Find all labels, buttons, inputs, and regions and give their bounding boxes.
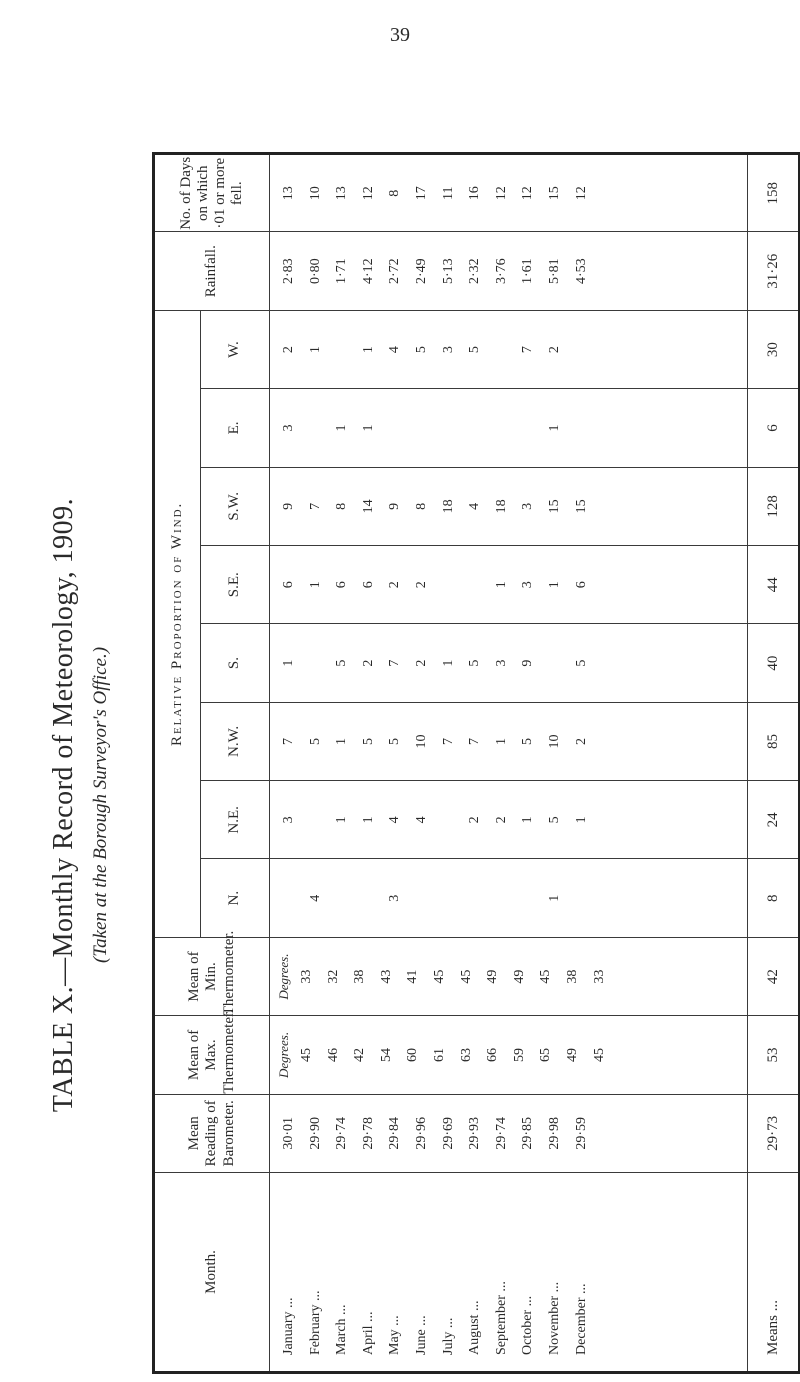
table-cell: 2: [413, 581, 429, 589]
table-cell: 2: [387, 581, 403, 589]
table-cell: 1: [360, 346, 376, 354]
table-cell: 3: [281, 816, 296, 824]
table-cell: 4: [467, 502, 483, 510]
table-cell: 0·80: [307, 258, 323, 285]
table-cell: 5: [387, 737, 403, 745]
table-cell: [409, 426, 436, 430]
means-label: Means ...: [748, 1173, 800, 1373]
means-wind-e: 6: [748, 389, 800, 467]
table-cell: 16: [467, 186, 483, 201]
table-cell: July ...: [440, 1317, 456, 1355]
wind-e-column: [270, 389, 748, 467]
wind-nw-column: [270, 702, 748, 780]
header-max-temp: Mean of Max. Thermometer.: [154, 1016, 270, 1094]
table-cell: 29·59: [573, 1116, 589, 1150]
table-cell: [515, 896, 542, 900]
table-cell: 14: [360, 499, 376, 514]
table-cell: 7: [281, 737, 296, 745]
table-cell: 5: [467, 659, 483, 667]
days-list: [276, 155, 595, 232]
table-cell: 54: [378, 1047, 394, 1062]
table-cell: [569, 348, 596, 352]
table-cell: 2·32: [467, 258, 483, 285]
table-cell: 15: [546, 186, 562, 201]
table-cell: 10: [413, 734, 429, 749]
table-cell: [489, 896, 516, 900]
wind-s-column: [270, 624, 748, 702]
wind-e-list: [276, 389, 595, 466]
table-cell: 13: [281, 186, 296, 201]
table-cell: [515, 426, 542, 430]
header-barometer: Mean Reading of Barometer.: [154, 1094, 270, 1172]
table-cell: 3: [440, 346, 456, 354]
table-cell: 63: [458, 1047, 474, 1062]
means-wind-nw: 85: [748, 702, 800, 780]
table-cell: 1: [334, 737, 350, 745]
means-wind-s: 40: [748, 624, 800, 702]
table-cell: 5: [573, 659, 589, 667]
table-cell: 29·96: [413, 1116, 429, 1150]
table-cell: 29·85: [520, 1116, 536, 1150]
wind-nw-list: [276, 703, 595, 780]
means-wind-se: 44: [748, 546, 800, 624]
table-cell: [462, 896, 489, 900]
max-temp-unit: Degrees.: [276, 1031, 291, 1078]
barometer-list: [276, 1095, 595, 1172]
table-cell: 3: [493, 659, 509, 667]
table-cell: [276, 896, 303, 900]
means-wind-w: 30: [748, 310, 800, 388]
table-cell: 1: [493, 737, 509, 745]
table-cell: 2: [360, 659, 376, 667]
table-cell: 3: [520, 581, 536, 589]
table-cell: [462, 583, 489, 587]
table-cell: 5: [413, 346, 429, 354]
wind-se-column: [270, 546, 748, 624]
table-cell: 11: [440, 186, 456, 200]
table-cell: 9: [281, 502, 296, 510]
table-cell: 1: [546, 424, 562, 432]
table-cell: [382, 426, 409, 430]
table-cell: 7: [520, 346, 536, 354]
table-cell: 1: [360, 816, 376, 824]
table-cell: 3: [387, 894, 403, 902]
min-temp-column: [270, 937, 748, 1015]
table-cell: 1: [334, 424, 350, 432]
table-cell: 45: [431, 969, 447, 984]
table-cell: 7: [440, 737, 456, 745]
table-cell: 12: [520, 186, 536, 201]
table-cell: 4·12: [360, 258, 376, 285]
table-cell: 4·53: [573, 258, 589, 285]
table-cell: 10: [546, 734, 562, 749]
table-cell: 5: [360, 737, 376, 745]
table-cell: 45: [299, 1047, 314, 1062]
max-temp-column: [270, 1016, 748, 1094]
table-cell: 38: [564, 969, 580, 984]
table-cell: September ...: [493, 1281, 509, 1355]
header-min-temp: Mean of Min. Thermometer.: [154, 937, 270, 1015]
table-cell: 8: [334, 502, 350, 510]
table-cell: 5: [467, 346, 483, 354]
table-cell: 9: [520, 659, 536, 667]
table-cell: 2: [413, 659, 429, 667]
rainfall-list: [276, 233, 595, 310]
means-row: [748, 154, 800, 1373]
table-cell: [303, 661, 330, 665]
table-cell: 4: [413, 816, 429, 824]
table-cell: 29·98: [546, 1116, 562, 1150]
table-cell: 2·49: [413, 258, 429, 285]
table-cell: 7: [387, 659, 403, 667]
wind-se-list: [276, 546, 595, 623]
max-temp-list: [294, 1016, 613, 1093]
table-cell: 1·61: [520, 258, 536, 285]
table-cell: 12: [573, 186, 589, 201]
table-cell: 1: [493, 581, 509, 589]
header-days: No. of Days on which ·01 or more fell.: [154, 154, 270, 233]
table-cell: May ...: [387, 1315, 403, 1355]
table-cell: March ...: [334, 1304, 350, 1355]
header-month: Month.: [154, 1173, 270, 1373]
table-cell: December ...: [573, 1283, 589, 1355]
wind-sw-list: [276, 468, 595, 545]
table-cell: 45: [538, 969, 554, 984]
wind-sw-column: [270, 467, 748, 545]
table-cell: [462, 426, 489, 430]
table-cell: 3: [520, 502, 536, 510]
header-wind-group: Relative Proportion of Wind.: [154, 310, 201, 937]
table-cell: 6: [281, 581, 296, 589]
rainfall-column: [270, 232, 748, 310]
wind-w-column: [270, 310, 748, 388]
means-wind-n: 8: [748, 859, 800, 937]
table-cell: 30·01: [281, 1116, 296, 1150]
means-wind-ne: 24: [748, 781, 800, 859]
table-cell: 15: [546, 499, 562, 514]
table-cell: 2·72: [387, 258, 403, 285]
header-rainfall: Rainfall.: [154, 232, 270, 310]
table-cell: 32: [325, 969, 341, 984]
table-cell: 38: [352, 969, 368, 984]
table-cell: 2·83: [281, 258, 296, 285]
wind-ne-list: [276, 781, 595, 858]
table-cell: 49: [564, 1047, 580, 1062]
means-min-temp: 42: [748, 937, 800, 1015]
month-list: [276, 1173, 595, 1371]
table-cell: 5·81: [546, 258, 562, 285]
table-cell: 49: [485, 969, 501, 984]
table-cell: 3: [281, 424, 296, 432]
barometer-column: [270, 1094, 748, 1172]
table-cell: 18: [440, 499, 456, 514]
table-cell: 1: [360, 424, 376, 432]
min-temp-list: [294, 938, 613, 1015]
table-cell: 1: [281, 659, 296, 667]
table-cell: 8: [413, 502, 429, 510]
title-block: [20, 240, 140, 1370]
table-cell: 29·69: [440, 1116, 456, 1150]
table-cell: 29·93: [467, 1116, 483, 1150]
table-cell: [329, 896, 356, 900]
table-cell: 1: [573, 816, 589, 824]
table-cell: 1: [546, 894, 562, 902]
header-wind-s: S.: [201, 624, 270, 702]
table-cell: 18: [493, 499, 509, 514]
days-column: [270, 154, 748, 233]
means-max-temp: 53: [748, 1016, 800, 1094]
table-cell: [569, 896, 596, 900]
table-cell: 3·76: [493, 258, 509, 285]
header-wind-se: S.E.: [201, 546, 270, 624]
table-cell: [489, 348, 516, 352]
table-cell: [303, 818, 330, 822]
table-cell: [436, 583, 463, 587]
table-cell: 29·90: [307, 1116, 323, 1150]
wind-w-list: [276, 311, 595, 388]
table-cell: 1: [440, 659, 456, 667]
table-cell: November ...: [546, 1281, 562, 1355]
table-cell: 15: [573, 499, 589, 514]
table-cell: [303, 426, 330, 430]
meteorology-table: [152, 152, 800, 1374]
table-cell: 1: [546, 581, 562, 589]
table-cell: April ...: [360, 1311, 376, 1355]
table-cell: [489, 426, 516, 430]
table-cell: [436, 818, 463, 822]
table-cell: 29·78: [360, 1116, 376, 1150]
table-cell: 61: [431, 1047, 447, 1062]
table-cell: 8: [387, 189, 403, 197]
table-cell: [542, 661, 569, 665]
header-wind-w: W.: [201, 310, 270, 388]
table-cell: 5·13: [440, 258, 456, 285]
table-cell: [329, 348, 356, 352]
table-cell: [436, 426, 463, 430]
table-cell: 29·84: [387, 1116, 403, 1150]
means-wind-sw: 128: [748, 467, 800, 545]
table-cell: 2: [493, 816, 509, 824]
wind-n-column: [270, 859, 748, 937]
table-cell: 10: [307, 186, 323, 201]
table-cell: 2: [573, 737, 589, 745]
header-wind-ne: N.E.: [201, 781, 270, 859]
table-cell: 9: [387, 502, 403, 510]
means-days: 158: [748, 154, 800, 233]
table-cell: 4: [307, 894, 323, 902]
table-cell: 1: [334, 816, 350, 824]
header-wind-nw: N.W.: [201, 702, 270, 780]
table-cell: October ...: [520, 1295, 536, 1355]
table-cell: 29·74: [493, 1116, 509, 1150]
table-cell: 41: [405, 969, 421, 984]
table-cell: 6: [360, 581, 376, 589]
wind-ne-column: [270, 781, 748, 859]
wind-s-list: [276, 624, 595, 701]
table-cell: June ...: [413, 1315, 429, 1355]
table-cell: 65: [538, 1047, 554, 1062]
data-row: [270, 154, 748, 1373]
header-wind-e: E.: [201, 389, 270, 467]
table-cell: 5: [520, 737, 536, 745]
table-cell: 60: [405, 1047, 421, 1062]
table-cell: February ...: [307, 1290, 323, 1355]
table-cell: 43: [378, 969, 394, 984]
meteorology-table-wrapper: [152, 152, 798, 1374]
table-cell: 33: [591, 969, 607, 984]
header-wind-n: N.: [201, 859, 270, 937]
table-cell: 45: [591, 1047, 607, 1062]
table-cell: [409, 896, 436, 900]
table-cell: 12: [360, 186, 376, 201]
table-cell: January ...: [281, 1297, 296, 1355]
table-cell: 13: [334, 186, 350, 201]
table-title: TABLE X.—Monthly Record of Meteorology, 1909.: [48, 497, 79, 1113]
table-cell: 12: [493, 186, 509, 201]
table-cell: 49: [511, 969, 527, 984]
table-cell: 1: [307, 346, 323, 354]
table-cell: 6: [334, 581, 350, 589]
table-cell: 2: [546, 346, 562, 354]
wind-n-list: [276, 860, 595, 937]
table-cell: 59: [511, 1047, 527, 1062]
means-barometer: 29·73: [748, 1094, 800, 1172]
table-cell: 45: [458, 969, 474, 984]
header-wind-sw: S.W.: [201, 467, 270, 545]
table-cell: [569, 426, 596, 430]
table-cell: 7: [307, 502, 323, 510]
month-column: [270, 1173, 748, 1373]
table-cell: 1: [520, 816, 536, 824]
table-cell: August ...: [467, 1300, 483, 1355]
table-cell: [356, 896, 383, 900]
min-temp-unit: Degrees.: [276, 953, 291, 1000]
table-cell: 5: [307, 737, 323, 745]
table-cell: 66: [485, 1047, 501, 1062]
table-cell: 42: [352, 1047, 368, 1062]
means-rainfall: 31·26: [748, 232, 800, 310]
table-cell: 29·74: [334, 1116, 350, 1150]
table-cell: 1: [307, 581, 323, 589]
table-subtitle: (Taken at the Borough Surveyor's Office.): [90, 646, 111, 964]
table-cell: 7: [467, 737, 483, 745]
table-cell: 1·71: [334, 258, 350, 285]
table-cell: 4: [387, 816, 403, 824]
table-cell: 5: [546, 816, 562, 824]
table-cell: 4: [387, 346, 403, 354]
table-cell: [436, 896, 463, 900]
table-cell: 6: [573, 581, 589, 589]
table-cell: 2: [281, 346, 296, 354]
table-cell: 2: [467, 816, 483, 824]
page-number: 39: [390, 24, 410, 46]
table-cell: 5: [334, 659, 350, 667]
table-cell: 33: [299, 969, 314, 984]
table-cell: 46: [325, 1047, 341, 1062]
table-cell: 17: [413, 186, 429, 201]
